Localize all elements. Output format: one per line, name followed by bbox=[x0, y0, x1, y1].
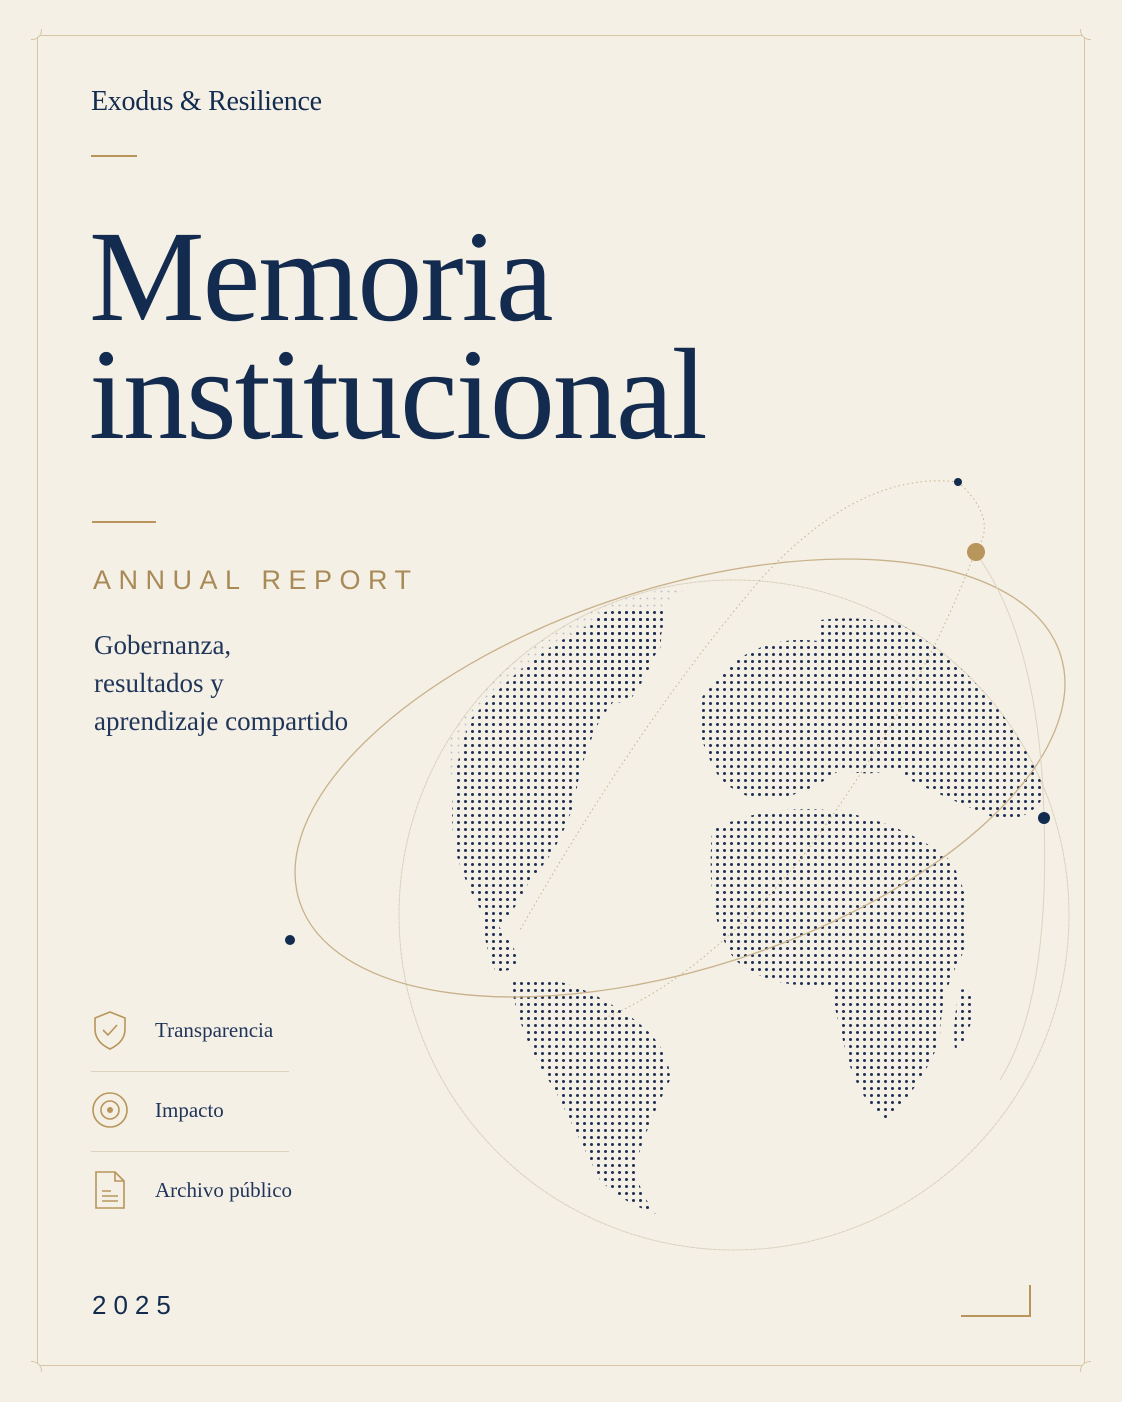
title-line: institucional bbox=[89, 323, 706, 467]
feature-label: Impacto bbox=[155, 1098, 224, 1122]
shield-check-icon bbox=[91, 1009, 129, 1051]
feature-list bbox=[91, 1003, 293, 1231]
feature-label: Archivo público bbox=[155, 1178, 293, 1202]
brand-name: Exodus & Resilience bbox=[91, 86, 322, 117]
feature-label: Transparencia bbox=[155, 1018, 274, 1042]
frame-corner bbox=[31, 1361, 42, 1372]
feature-item-impacto bbox=[91, 1083, 289, 1152]
page-title bbox=[89, 205, 706, 467]
subtitle bbox=[94, 626, 348, 740]
subtitle-line: resultados y bbox=[94, 668, 224, 698]
frame-corner bbox=[1080, 1361, 1091, 1372]
feature-item-archivo bbox=[91, 1163, 293, 1231]
divider bbox=[91, 155, 137, 157]
subtitle-line: aprendizaje compartido bbox=[94, 706, 349, 736]
report-label: ANNUAL REPORT bbox=[93, 565, 419, 595]
corner-bracket bbox=[961, 1285, 1031, 1317]
document-icon bbox=[91, 1169, 129, 1211]
target-icon bbox=[91, 1089, 129, 1131]
divider bbox=[92, 521, 156, 523]
frame-corner bbox=[31, 29, 42, 40]
subtitle-line: Gobernanza, bbox=[94, 630, 232, 660]
frame-corner bbox=[1080, 29, 1091, 40]
feature-item-transparencia bbox=[91, 1003, 289, 1072]
report-year: 2025 bbox=[92, 1290, 178, 1320]
title-line: Memoria bbox=[89, 205, 552, 349]
